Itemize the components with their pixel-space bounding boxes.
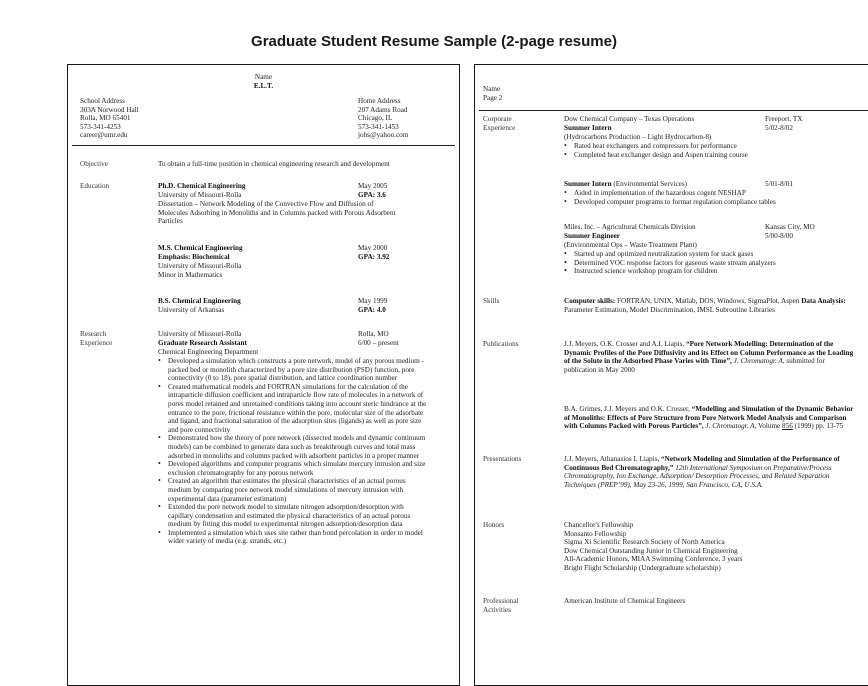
phd-date: May 2005 [358, 182, 388, 190]
skills-text: Computer skills: FORTRAN, UNIX, Matlab, DOS, Windows, SigmaPlot, Aspen Data Analysis: Parameter Estimation, Model Discrimination, IMSL Subroutine Libraries [564, 297, 846, 314]
list-item: • Instructed science workshop program for children [564, 267, 854, 276]
miles-company: Miles, Inc. – Agricultural Chemicals Division [564, 223, 696, 231]
presentations-label: Presentations [483, 455, 522, 463]
page-title: Graduate Student Resume Sample (2-page resume) [251, 33, 617, 50]
list-item: • Extended the pore network model to simulate nitrogen adsorption/desorption with capillary condensation and estimated the physical characteristics of an actual porous medium by fitting this model to experimental nitrogen adsorption/desorption data [158, 503, 428, 529]
ms-minor: Minor in Mathematics [158, 271, 223, 279]
phd-gpa: GPA: 3.6 [358, 191, 386, 199]
ms-emphasis: Emphasis: Biochemical [158, 253, 230, 261]
objective-text: To obtain a full-time position in chemical engineering research and development [158, 160, 390, 168]
bs-title: B.S. Chemical Engineering [158, 297, 241, 305]
list-item: • Developed algorithms and computer programs which simulate mercury intrusion and size exclusion chromatography for any porous network [158, 460, 428, 477]
honors-label: Honors [483, 521, 505, 529]
header-divider [72, 145, 455, 146]
publication-2: B.A. Grimes, J.J. Meyers and O.K. Crosser, “Modelling and Simulation of the Dynamic Behavior of Monoliths: Effects of Pore Structure from Pore Network Model Analysis and Comparison with Columns Packed with Porous Particles”, J. Chromatogr. A, Volume 856 (1999) pp. 13-75 [564, 405, 854, 431]
list-item: • Developed computer programs to format regulation compliance tables [564, 198, 854, 207]
list-item: Chancellor's Fellowship [564, 521, 634, 529]
school-address: School Address 303A Norwood Hall Rolla, MO 65401 573-341-4253 career@umr.edu [80, 97, 139, 140]
presentation-1: J.J. Meyers, Athanasios I. Liapis, “Network Modeling and Simulation of the Performance of Continuous Bed Chromatography,” 12th International Symposium on Preparative/Process Chromatography, Ion Exchange, Adsorption/ Desorption Processes, and Related Separation Techniques (PREP’99), May 23-26, 1999, San Francisco, CA, U.S.A. [564, 455, 840, 489]
list-item: • Implemented a simulation which uses site rather than bond percolation in order to model wider variety of media (e.g. strands, etc.) [158, 529, 428, 546]
list-item: Monsanto Fellowship [564, 529, 627, 538]
research-dates: 6/00 – present [358, 339, 399, 347]
prof-label: Professional Activities [483, 597, 519, 614]
home-address: Home Address 207 Adams Road Chicago, IL 573-341-1453 jobs@yahoo.com [358, 97, 409, 140]
publication-1: J.J. Meyers, O.K. Crosser and A.I. Liapis, “Pore Network Modelling: Determination of the Dynamic Profiles of the Pore Diffusivity and its Effect on Column Performance as the Loading of the Solute in the Adsorbed Phase Varies with Time”, J. Chromatogr. A, submitted for publication in May 2000 [564, 340, 854, 374]
publications-label: Publications [483, 340, 519, 348]
phd-dissertation: Dissertation – Network Modeling of the Convective Flow and Diffusion of Molecules Adsorbing in Monoliths and in Columns packed with Porous Adsorbent Particles [158, 200, 396, 226]
prof-text: American Institute of Chemical Engineers [564, 597, 686, 605]
list-item: Dow Chemical Outstanding Junior in Chemical Engineering [564, 546, 738, 555]
bs-date: May 1999 [358, 297, 388, 305]
list-item: • Demonstrated how the theory of pore network (dissected models and dynamic continuum models) can be combined to generate data such as breakthrough curves and total mass adsorbed in monoliths and columns packed with adsorbent particles in a proper manner [158, 434, 428, 460]
list-item: • Developed a simulation which constructs a pore network, model of any porous medium - packed bed or monolith characterized by a pore size distribution (PSD) function, pore connectivity (0 to 18), pore spatial distribution, and lattice coordination number [158, 357, 428, 383]
name-label: Name [254, 73, 273, 81]
list-item: • Created an algorithm that estimates the physical characteristics of an actual porous medium by comparing pore network model simulations of mercury intrusion with experimental data (parameter estimation) [158, 477, 428, 503]
list-item: Bright Flight Scholarship (Undergraduate scholarship) [564, 563, 721, 572]
research-label: Research Experience [80, 330, 113, 347]
list-item: All-Academic Honors, MIAA Swimming Conference, 3 years [564, 555, 743, 564]
list-item: • Completed heat exchanger design and Aspen training course [564, 151, 834, 160]
phd-school: University of Missouri-Rolla [158, 191, 242, 199]
ms-gpa: GPA: 3.92 [358, 253, 390, 261]
research-bullet-list [158, 357, 428, 546]
intern1-dept: (Hydrocarbons Production – Light Hydrocarbon-8) [564, 133, 712, 141]
eng-title: Summer Engineer [564, 232, 620, 240]
eng-dept: (Environmental Ops – Waste Treatment Plant) [564, 241, 697, 249]
research-title: Graduate Research Assistant [158, 339, 247, 347]
intern2-heading: Summer Intern (Environmental Services) [564, 180, 688, 188]
p2-page-label: Page 2 [483, 94, 503, 102]
p2-name-label: Name [483, 85, 501, 93]
bs-school: University of Arkansas [158, 306, 225, 314]
intern2-dates: 5/01-8/01 [765, 180, 793, 188]
education-label: Education [80, 182, 110, 190]
ms-date: May 2000 [358, 244, 388, 252]
corporate-label: Corporate Experience [483, 115, 516, 132]
miles-location: Kansas City, MO [765, 223, 815, 231]
intern1-dates: 5/02-8/02 [765, 124, 793, 132]
phd-title: Ph.D. Chemical Engineering [158, 182, 246, 190]
ms-title: M.S. Chemical Engineering [158, 244, 243, 252]
list-item: • Determined VOC response factors for gaseous waste stream analyzers [564, 259, 854, 268]
eng-bullets [564, 250, 854, 276]
ms-school: University of Missouri-Rolla [158, 262, 242, 270]
name-value: E.L.T. [253, 82, 274, 90]
intern2-bullets [564, 189, 854, 206]
intern1-title: Summer Intern [564, 124, 612, 132]
research-dept: Chemical Engineering Department [158, 348, 259, 356]
list-item: • Created mathematical models and FORTRAN simulations for the calculation of the intraparticle diffusion coefficient and intraparticle flow rate of molecules in a network of pores model retained and unretained conditions taking into account steric hindrance at the entrance to the pore, frictional resistance within the pore, molecular size of the adsorbate and ligand, and fractional saturation of the adsorption sites (ligands) as well as pore size and pore connectivity [158, 383, 428, 435]
bs-gpa: GPA: 4.0 [358, 306, 386, 314]
honors-list [564, 521, 742, 573]
resume-page-1 [67, 64, 460, 686]
list-item: • Aided in implementation of the hazardous cogent NESHAP [564, 189, 854, 198]
dow-company: Dow Chemical Company – Texas Operations [564, 115, 695, 123]
research-org: University of Missouri-Rolla [158, 330, 242, 338]
dow-location: Freeport, TX [765, 115, 803, 123]
list-item: • Started up and optimized neutralization system for stack gases [564, 250, 854, 259]
objective-label: Objective [80, 160, 108, 168]
resume-page-2 [474, 64, 868, 686]
research-loc: Rolla, MO [358, 330, 389, 338]
list-item: Sigma Xi Scientific Research Society of North America [564, 538, 725, 547]
list-item: • Rated heat exchangers and compressors for performance [564, 142, 834, 151]
eng-dates: 5/00-8/00 [765, 232, 793, 240]
intern1-bullets [564, 142, 834, 159]
p2-header-divider [479, 110, 868, 111]
skills-label: Skills [483, 297, 500, 305]
